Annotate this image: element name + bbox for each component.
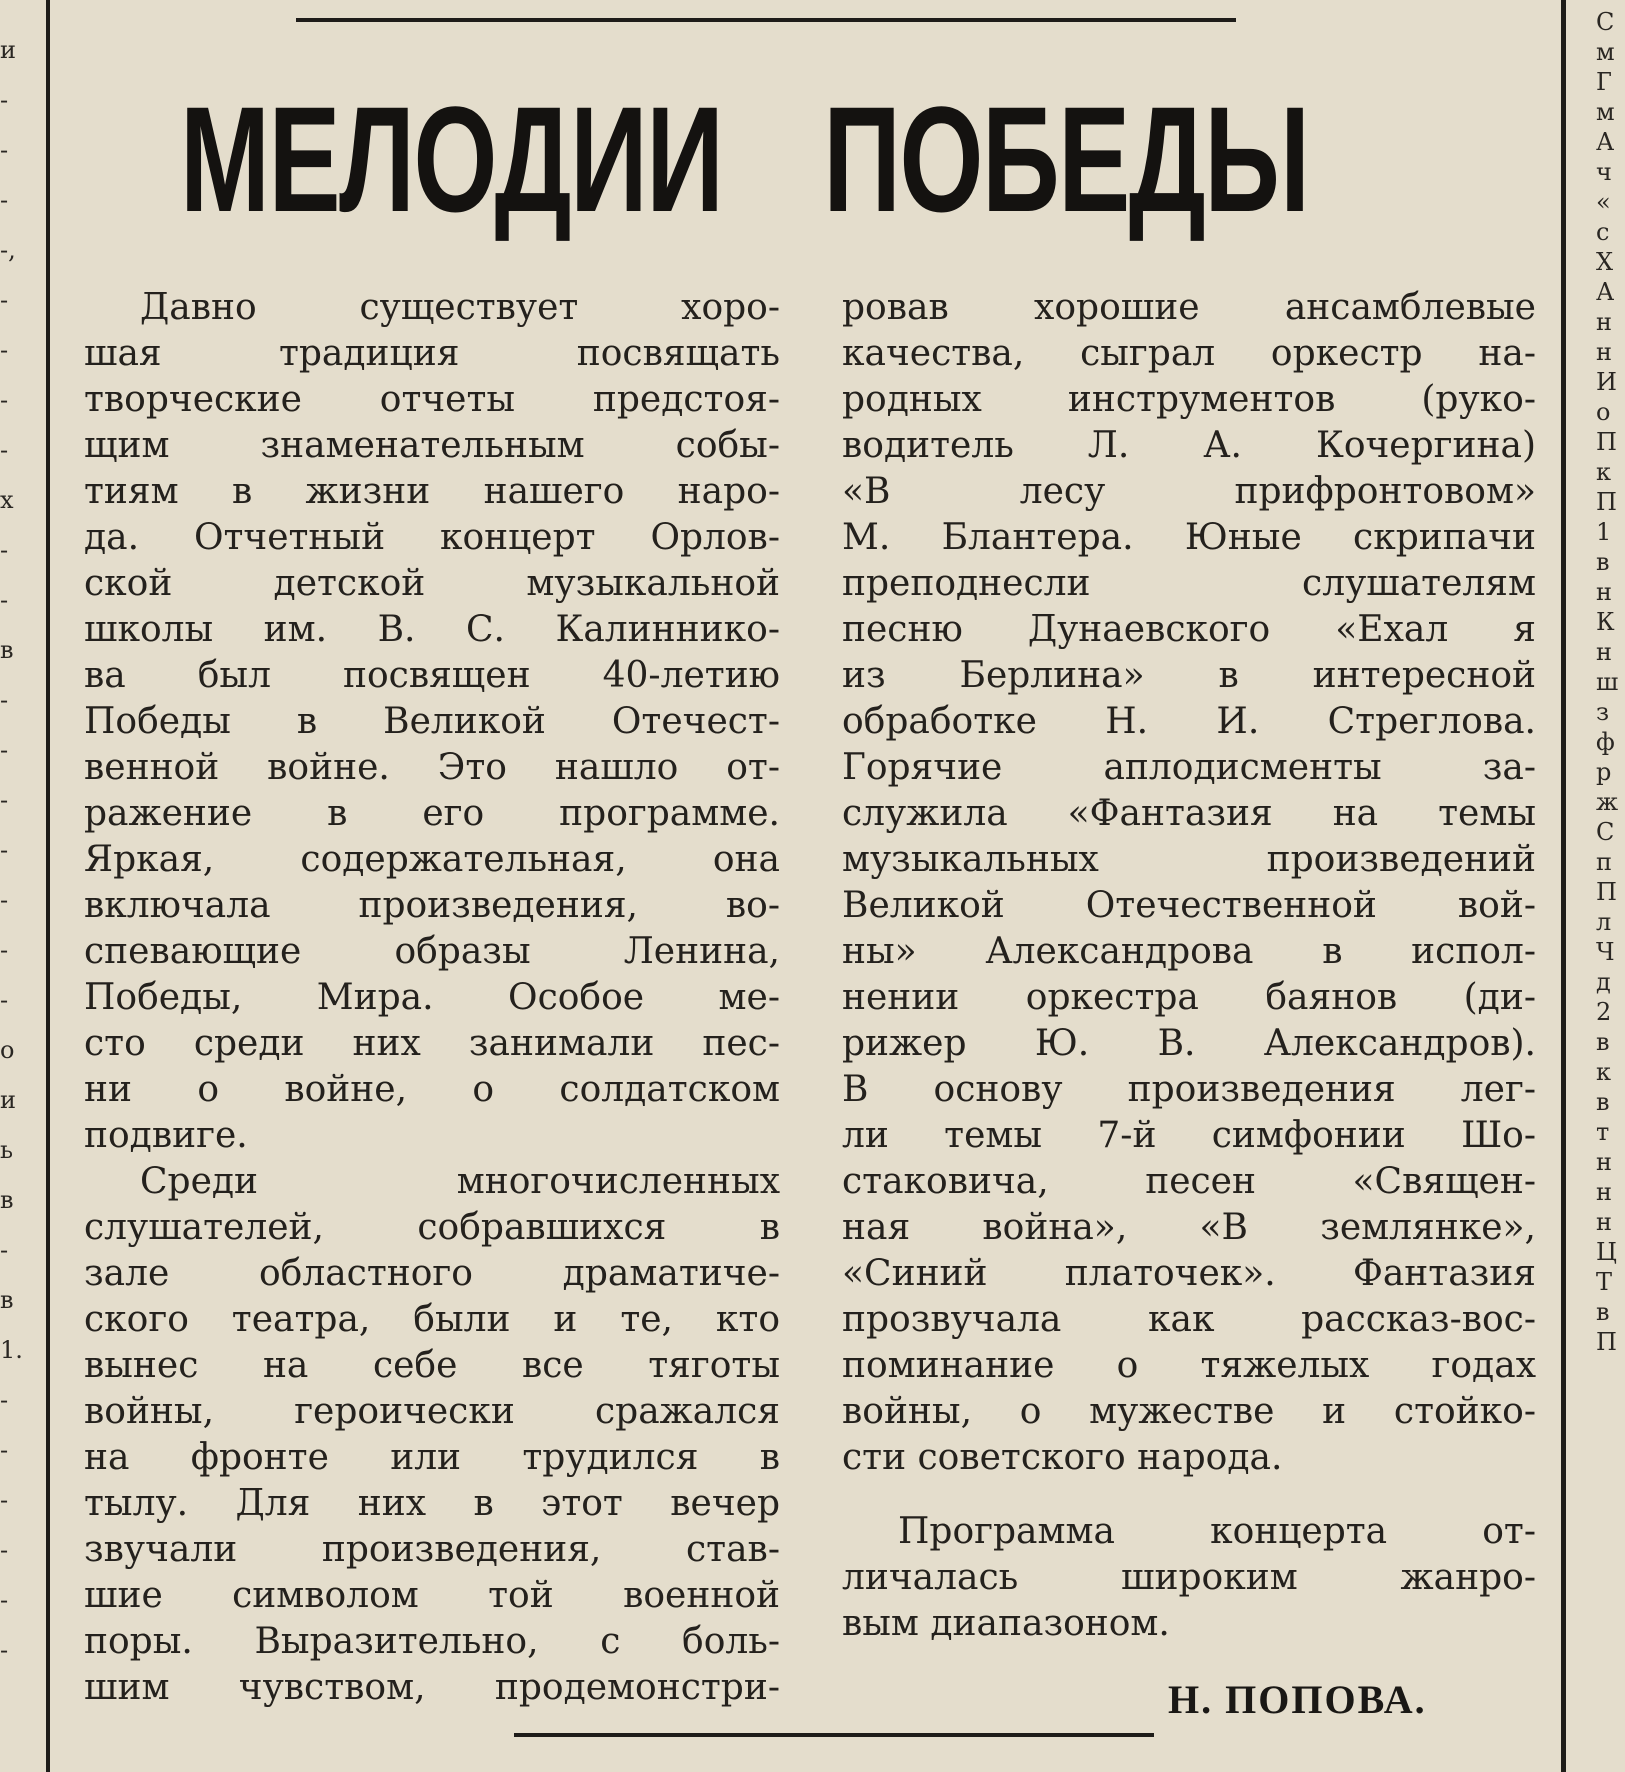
headline-word-1: МЕЛОДИИ bbox=[180, 75, 723, 243]
margin-fragment: ь bbox=[0, 1136, 14, 1164]
margin-fragment: н bbox=[1596, 1208, 1612, 1236]
margin-fragment: н bbox=[1596, 308, 1612, 336]
margin-fragment: о bbox=[1596, 398, 1611, 426]
text-line: войны, героически сражался bbox=[84, 1391, 780, 1432]
margin-fragment: - bbox=[0, 1636, 9, 1664]
text-line: личалась широким жанро- bbox=[842, 1557, 1536, 1598]
margin-fragment: в bbox=[1596, 1298, 1610, 1326]
margin-fragment: м bbox=[1596, 98, 1615, 126]
margin-fragment: - bbox=[0, 86, 9, 114]
text-line: поминание о тяжелых годах bbox=[842, 1345, 1536, 1386]
text-line: ны» Александрова в испол- bbox=[842, 931, 1536, 972]
text-line: тиям в жизни нашего наро- bbox=[84, 471, 780, 512]
margin-fragment: - bbox=[0, 1486, 9, 1514]
margin-fragment: - bbox=[0, 1236, 9, 1264]
text-line: шие символом той военной bbox=[84, 1575, 780, 1616]
text-line: спевающие образы Ленина, bbox=[84, 931, 780, 972]
margin-fragment: - bbox=[0, 1386, 9, 1414]
column-rule-right bbox=[1561, 0, 1566, 1772]
margin-fragment: - bbox=[0, 886, 9, 914]
margin-fragment: д bbox=[1596, 968, 1611, 996]
margin-fragment: П bbox=[1596, 1328, 1617, 1356]
margin-fragment: н bbox=[1596, 338, 1612, 366]
text-line: Яркая, содержательная, она bbox=[84, 839, 780, 880]
text-line: зале областного драматиче- bbox=[84, 1253, 780, 1294]
text-line: Давно существует хоро- bbox=[140, 287, 780, 328]
text-line: Победы, Мира. Особое ме- bbox=[84, 977, 780, 1018]
margin-fragment: С bbox=[1596, 8, 1615, 36]
margin-fragment: - bbox=[0, 386, 9, 414]
margin-fragment: - bbox=[0, 1536, 9, 1564]
text-line: М. Блантера. Юные скрипачи bbox=[842, 517, 1536, 558]
text-line: на фронте или трудился в bbox=[84, 1437, 780, 1478]
margin-fragment: ж bbox=[1596, 788, 1619, 816]
margin-fragment: С bbox=[1596, 818, 1615, 846]
text-line: ва был посвящен 40-летию bbox=[84, 655, 780, 696]
margin-fragment: - bbox=[0, 1586, 9, 1614]
text-line: школы им. В. С. Калиннико- bbox=[84, 609, 780, 650]
margin-fragment: П bbox=[1596, 488, 1617, 516]
margin-fragment: к bbox=[1596, 458, 1611, 486]
margin-fragment: П bbox=[1596, 878, 1617, 906]
text-line: звучали произведения, став- bbox=[84, 1529, 780, 1570]
margin-fragment: К bbox=[1596, 608, 1615, 636]
right-neighbor-column-fragment bbox=[1596, 0, 1625, 1772]
text-line: качества, сыграл оркестр на- bbox=[842, 333, 1536, 374]
paragraph-gap bbox=[842, 1481, 1536, 1509]
margin-fragment: р bbox=[1596, 758, 1612, 786]
margin-fragment: и bbox=[0, 36, 16, 64]
margin-fragment: Х bbox=[1596, 248, 1614, 276]
margin-fragment: т bbox=[1596, 1118, 1610, 1146]
margin-fragment: 1 bbox=[1596, 518, 1612, 546]
margin-fragment: 1. bbox=[0, 1336, 23, 1364]
text-line: «Синий платочек». Фантазия bbox=[842, 1253, 1536, 1294]
text-line: ная война», «В землянке», bbox=[842, 1207, 1536, 1248]
margin-fragment: - bbox=[0, 536, 9, 564]
margin-fragment: ш bbox=[1596, 668, 1619, 696]
text-line: нении оркестра баянов (ди- bbox=[842, 977, 1536, 1018]
margin-fragment: - bbox=[0, 686, 9, 714]
text-line: водитель Л. А. Кочергина) bbox=[842, 425, 1536, 466]
margin-fragment: в bbox=[0, 1286, 14, 1314]
text-line: тылу. Для них в этот вечер bbox=[84, 1483, 780, 1524]
margin-fragment: « bbox=[1596, 188, 1611, 216]
text-line: «В лесу прифронтовом» bbox=[842, 471, 1536, 512]
text-line: подвиге. bbox=[84, 1115, 248, 1156]
margin-fragment: н bbox=[1596, 638, 1612, 666]
text-line: Победы в Великой Отечест- bbox=[84, 701, 780, 742]
margin-fragment: н bbox=[1596, 578, 1612, 606]
text-line: обработке Н. И. Стреглова. bbox=[842, 701, 1536, 742]
margin-fragment: в bbox=[1596, 1088, 1610, 1116]
margin-fragment: л bbox=[1596, 908, 1612, 936]
text-line: преподнесли слушателям bbox=[842, 563, 1536, 604]
text-line: стаковича, песен «Священ- bbox=[842, 1161, 1536, 1202]
text-line: Программа концерта от- bbox=[898, 1511, 1536, 1552]
text-line: сти советского народа. bbox=[842, 1437, 1283, 1478]
margin-fragment: - bbox=[0, 786, 9, 814]
text-line: Горячие аплодисменты за- bbox=[842, 747, 1536, 788]
text-line: служила «Фантазия на темы bbox=[842, 793, 1536, 834]
text-line: включала произведения, во- bbox=[84, 885, 780, 926]
margin-fragment: з bbox=[1596, 698, 1610, 726]
margin-fragment: п bbox=[1596, 848, 1612, 876]
margin-fragment: -, bbox=[0, 236, 16, 264]
text-line: венной войне. Это нашло от- bbox=[84, 747, 780, 788]
margin-fragment: и bbox=[0, 1086, 16, 1114]
text-line: вым диапазоном. bbox=[842, 1603, 1170, 1644]
article-column-right bbox=[842, 285, 1536, 1647]
text-line: щим знаменательным собы- bbox=[84, 425, 780, 466]
text-line: ровав хорошие ансамблевые bbox=[842, 287, 1536, 328]
text-line: ли темы 7-й симфонии Шо- bbox=[842, 1115, 1536, 1156]
margin-fragment: А bbox=[1596, 278, 1615, 306]
margin-fragment: 2 bbox=[1596, 998, 1612, 1026]
margin-fragment: Г bbox=[1596, 68, 1612, 96]
margin-fragment: ч bbox=[1596, 158, 1612, 186]
headline-word-2: ПОБЕДЫ bbox=[823, 75, 1309, 243]
text-line: вынес на себе все тяготы bbox=[84, 1345, 780, 1386]
text-line: творческие отчеты предстоя- bbox=[84, 379, 780, 420]
margin-fragment: м bbox=[1596, 38, 1615, 66]
margin-fragment: в bbox=[0, 636, 14, 664]
margin-fragment: н bbox=[1596, 1148, 1612, 1176]
margin-fragment: И bbox=[1596, 368, 1617, 396]
margin-fragment: Ч bbox=[1596, 938, 1615, 966]
text-line: ни о войне, о солдатском bbox=[84, 1069, 780, 1110]
margin-fragment: ф bbox=[1596, 728, 1615, 756]
margin-fragment: - bbox=[0, 736, 9, 764]
margin-fragment: - bbox=[0, 436, 9, 464]
text-line: сто среди них занимали пес- bbox=[84, 1023, 780, 1064]
margin-fragment: в bbox=[0, 1186, 14, 1214]
text-line: Среди многочисленных bbox=[140, 1161, 780, 1202]
margin-fragment: - bbox=[0, 186, 9, 214]
text-line: из Берлина» в интересной bbox=[842, 655, 1536, 696]
text-line: музыкальных произведений bbox=[842, 839, 1536, 880]
footer-rule bbox=[514, 1733, 1154, 1737]
text-line: прозвучала как рассказ-вос- bbox=[842, 1299, 1536, 1340]
text-line: ского театра, были и те, кто bbox=[84, 1299, 780, 1340]
margin-fragment: в bbox=[1596, 1028, 1610, 1056]
margin-fragment: - bbox=[0, 986, 9, 1014]
text-line: войны, о мужестве и стойко- bbox=[842, 1391, 1536, 1432]
header-rule bbox=[296, 18, 1236, 22]
margin-fragment: П bbox=[1596, 428, 1617, 456]
article-column-left bbox=[84, 285, 780, 1711]
text-line: да. Отчетный концерт Орлов- bbox=[84, 517, 780, 558]
margin-fragment: о bbox=[0, 1036, 15, 1064]
text-line: песню Дунаевского «Ехал я bbox=[842, 609, 1536, 650]
column-rule-left bbox=[46, 0, 50, 1772]
margin-fragment: Т bbox=[1596, 1268, 1613, 1296]
text-line: Великой Отечественной вой- bbox=[842, 885, 1536, 926]
article-headline bbox=[180, 62, 1309, 257]
text-line: шим чувством, продемонстри- bbox=[84, 1667, 780, 1708]
margin-fragment: с bbox=[1596, 218, 1610, 246]
margin-fragment: к bbox=[1596, 1058, 1611, 1086]
margin-fragment: - bbox=[0, 286, 9, 314]
author-signature: Н. ПОПОВА. bbox=[1168, 1677, 1427, 1722]
margin-fragment: в bbox=[1596, 548, 1610, 576]
margin-fragment: - bbox=[0, 1436, 9, 1464]
text-line: ской детской музыкальной bbox=[84, 563, 780, 604]
margin-fragment: - bbox=[0, 836, 9, 864]
margin-fragment: х bbox=[0, 486, 14, 514]
margin-fragment: - bbox=[0, 936, 9, 964]
margin-fragment: - bbox=[0, 586, 9, 614]
margin-fragment: - bbox=[0, 336, 9, 364]
text-line: рижер Ю. В. Александров). bbox=[842, 1023, 1536, 1064]
text-line: родных инструментов (руко- bbox=[842, 379, 1536, 420]
text-line: слушателей, собравшихся в bbox=[84, 1207, 780, 1248]
text-line: ражение в его программе. bbox=[84, 793, 780, 834]
margin-fragment: - bbox=[0, 136, 9, 164]
text-line: поры. Выразительно, с боль- bbox=[84, 1621, 780, 1662]
margin-fragment: н bbox=[1596, 1178, 1612, 1206]
text-line: В основу произведения лег- bbox=[842, 1069, 1536, 1110]
margin-fragment: Ц bbox=[1596, 1238, 1617, 1266]
text-line: шая традиция посвящать bbox=[84, 333, 780, 374]
margin-fragment: А bbox=[1596, 128, 1615, 156]
